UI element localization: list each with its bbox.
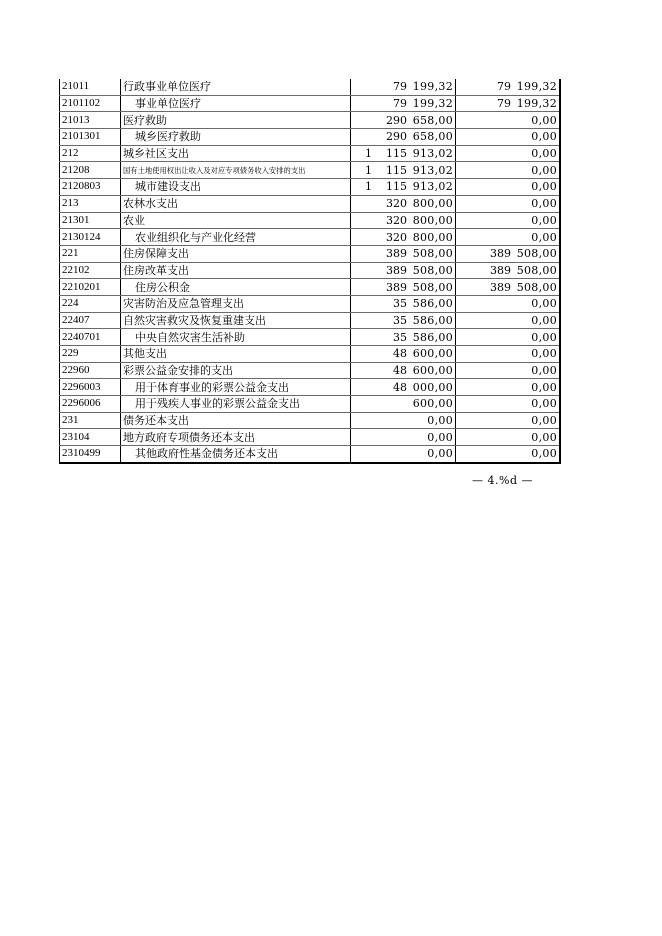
amount-group: 600,00 [412, 397, 453, 411]
row-code: 213 [60, 195, 121, 212]
amount-group: 0,00 [531, 113, 557, 127]
amount-group [483, 413, 511, 428]
amount-group: 79 [393, 97, 407, 111]
row-code: 224 [60, 295, 121, 312]
table-row [60, 429, 561, 446]
row-amount-total [351, 295, 456, 312]
amount-group [469, 313, 483, 328]
amount-group: 199,32 [412, 97, 453, 111]
row-amount-other [456, 295, 561, 312]
row-amount-other [456, 129, 561, 146]
row-amount-total [351, 212, 456, 229]
amount-group: 0,00 [531, 197, 557, 211]
row-code: 22407 [60, 312, 121, 329]
amount-group [469, 296, 483, 311]
row-amount-other [456, 396, 561, 413]
row-amount-total [351, 145, 456, 162]
amount-group [365, 263, 379, 278]
amount-group: 389 [386, 280, 407, 294]
amount-group: 508,00 [516, 263, 557, 277]
amount-group: 0,00 [531, 380, 557, 394]
amount-group: 0,00 [531, 230, 557, 244]
amount-group [483, 213, 511, 228]
amount-group: 600,00 [412, 364, 453, 378]
amount-group: 800,00 [412, 230, 453, 244]
row-name [121, 162, 351, 179]
row-name-text: 农林水支出 [123, 197, 178, 211]
row-name-text: 中央自然灾害生活补助 [135, 330, 245, 344]
amount-group [469, 79, 483, 94]
row-code: 23104 [60, 429, 121, 446]
amount-group: 48 [393, 364, 407, 378]
amount-group [469, 213, 483, 228]
amount-group: 0,00 [531, 163, 557, 177]
row-amount-other [456, 446, 561, 463]
row-code: 2101301 [60, 129, 121, 146]
row-name [121, 212, 351, 229]
amount-group [483, 196, 511, 211]
row-amount-other [456, 162, 561, 179]
amount-group: 0,00 [531, 297, 557, 311]
amount-group [365, 330, 379, 345]
budget-table [59, 79, 561, 464]
amount-group [469, 430, 483, 445]
amount-group: 000,00 [412, 380, 453, 394]
amount-group [483, 363, 511, 378]
row-name-text: 住房保障支出 [123, 247, 189, 261]
row-code: 2310499 [60, 446, 121, 463]
row-name [121, 362, 351, 379]
amount-group [469, 179, 483, 194]
row-amount-total [351, 79, 456, 95]
amount-group [365, 230, 379, 245]
table-row [60, 112, 561, 129]
amount-group [483, 146, 511, 161]
amount-group: 600,00 [412, 347, 453, 361]
amount-group: 586,00 [412, 313, 453, 327]
table-row [60, 279, 561, 296]
row-name [121, 79, 351, 95]
amount-group [365, 79, 379, 94]
amount-group [483, 129, 511, 144]
row-amount-total [351, 229, 456, 246]
row-amount-total [351, 279, 456, 296]
row-name [121, 446, 351, 463]
amount-group [483, 113, 511, 128]
row-amount-total [351, 129, 456, 146]
row-name-text: 用于体育事业的彩票公益金支出 [135, 380, 289, 394]
amount-group: 1 [365, 180, 372, 194]
amount-group [483, 179, 511, 194]
table-row [60, 179, 561, 196]
amount-group [365, 196, 379, 211]
row-code: 21013 [60, 112, 121, 129]
row-name-text: 住房公积金 [135, 280, 190, 294]
amount-group: 199,32 [516, 80, 557, 94]
row-name-text: 农业组织化与产业化经营 [135, 230, 256, 244]
table-row [60, 412, 561, 429]
amount-group: 389 [490, 280, 511, 294]
amount-group: 35 [393, 330, 407, 344]
amount-group: 0,00 [427, 414, 453, 428]
amount-group [379, 430, 407, 445]
amount-group [365, 396, 379, 411]
table-row [60, 262, 561, 279]
amount-group [483, 446, 511, 461]
amount-group: 35 [393, 313, 407, 327]
amount-group: 389 [386, 247, 407, 261]
row-name-text: 医疗救助 [123, 113, 167, 127]
amount-group: 115 [386, 163, 407, 177]
row-amount-other [456, 112, 561, 129]
amount-group [483, 163, 511, 178]
row-name [121, 129, 351, 146]
amount-group [483, 230, 511, 245]
table-row [60, 162, 561, 179]
amount-group: 48 [393, 347, 407, 361]
amount-group [483, 330, 511, 345]
amount-group: 658,00 [412, 113, 453, 127]
amount-group: 290 [386, 113, 407, 127]
amount-group: 913,02 [412, 163, 453, 177]
amount-group: 0,00 [531, 364, 557, 378]
row-name [121, 195, 351, 212]
row-name-text: 事业单位医疗 [135, 97, 201, 111]
row-code: 231 [60, 412, 121, 429]
amount-group: 0,00 [531, 213, 557, 227]
amount-group: 320 [386, 230, 407, 244]
row-amount-other [456, 179, 561, 196]
amount-group: 0,00 [427, 447, 453, 461]
row-code: 21011 [60, 79, 121, 95]
table-row [60, 329, 561, 346]
amount-group [469, 246, 483, 261]
amount-group [365, 380, 379, 395]
row-amount-other [456, 279, 561, 296]
amount-group: 115 [386, 147, 407, 161]
amount-group [365, 363, 379, 378]
amount-group: 389 [386, 263, 407, 277]
amount-group [483, 313, 511, 328]
row-name-text: 城乡社区支出 [123, 147, 189, 161]
row-code: 22102 [60, 262, 121, 279]
row-amount-other [456, 362, 561, 379]
row-name-text: 农业 [123, 213, 145, 227]
amount-group [469, 380, 483, 395]
amount-group [365, 296, 379, 311]
amount-group [469, 113, 483, 128]
amount-group: 79 [393, 80, 407, 94]
amount-group [483, 380, 511, 395]
row-amount-total [351, 312, 456, 329]
row-name-text: 其他政府性基金债务还本支出 [135, 447, 278, 461]
row-code: 2296006 [60, 396, 121, 413]
amount-group [469, 96, 483, 111]
table-row [60, 295, 561, 312]
amount-group: 508,00 [412, 263, 453, 277]
row-code: 2120803 [60, 179, 121, 196]
amount-group: 586,00 [412, 330, 453, 344]
row-name-text: 住房改革支出 [123, 263, 189, 277]
row-amount-other [456, 145, 561, 162]
amount-group: 913,02 [412, 147, 453, 161]
amount-group [469, 230, 483, 245]
row-name [121, 346, 351, 363]
amount-group: 320 [386, 213, 407, 227]
amount-group: 508,00 [516, 280, 557, 294]
row-amount-total [351, 329, 456, 346]
row-name-text: 彩票公益金安排的支出 [123, 364, 233, 378]
row-amount-other [456, 312, 561, 329]
row-amount-other [456, 95, 561, 112]
amount-group: 115 [386, 180, 407, 194]
row-amount-total [351, 346, 456, 363]
row-amount-total [351, 245, 456, 262]
amount-group: 800,00 [412, 197, 453, 211]
row-name-text: 其他支出 [123, 347, 167, 361]
row-name [121, 312, 351, 329]
amount-group: 586,00 [412, 297, 453, 311]
row-amount-other [456, 346, 561, 363]
amount-group [365, 280, 379, 295]
amount-group [469, 146, 483, 161]
row-amount-other [456, 429, 561, 446]
amount-group: 1 [365, 147, 372, 161]
row-name [121, 112, 351, 129]
amount-group [469, 413, 483, 428]
table-body [60, 79, 561, 463]
amount-group [483, 296, 511, 311]
row-code: 2130124 [60, 229, 121, 246]
amount-group: 48 [393, 380, 407, 394]
table-row [60, 129, 561, 146]
table-row [60, 446, 561, 463]
row-amount-total [351, 262, 456, 279]
row-amount-total [351, 179, 456, 196]
amount-group [469, 196, 483, 211]
row-name-text: 自然灾害救灾及恢复重建支出 [123, 313, 266, 327]
row-amount-other [456, 212, 561, 229]
row-amount-total [351, 112, 456, 129]
amount-group: 35 [393, 297, 407, 311]
amount-group: 320 [386, 197, 407, 211]
amount-group [469, 446, 483, 461]
table-row [60, 312, 561, 329]
table-row [60, 212, 561, 229]
row-name [121, 379, 351, 396]
amount-group [483, 396, 511, 411]
row-name-text: 行政事业单位医疗 [123, 80, 211, 94]
amount-group [469, 263, 483, 278]
row-name [121, 95, 351, 112]
row-code: 2296003 [60, 379, 121, 396]
amount-group [365, 413, 379, 428]
row-name [121, 229, 351, 246]
amount-group: 508,00 [412, 280, 453, 294]
amount-group [365, 346, 379, 361]
amount-group [365, 246, 379, 261]
row-amount-other [456, 195, 561, 212]
amount-group: 0,00 [427, 430, 453, 444]
row-code: 2240701 [60, 329, 121, 346]
table-row [60, 346, 561, 363]
amount-group: 800,00 [412, 213, 453, 227]
amount-group [365, 113, 379, 128]
amount-group: 290 [386, 130, 407, 144]
row-name-text: 国有土地使用权出让收入及对应专项债务收入安排的支出 [123, 165, 306, 175]
row-amount-total [351, 412, 456, 429]
amount-group: 0,00 [531, 430, 557, 444]
amount-group: 0,00 [531, 313, 557, 327]
table-row [60, 195, 561, 212]
amount-group: 508,00 [516, 247, 557, 261]
amount-group [365, 96, 379, 111]
amount-group: 658,00 [412, 130, 453, 144]
row-name [121, 329, 351, 346]
table-row [60, 95, 561, 112]
amount-group [469, 129, 483, 144]
row-amount-other [456, 379, 561, 396]
table-row [60, 396, 561, 413]
row-amount-other [456, 329, 561, 346]
row-name [121, 396, 351, 413]
table-row [60, 379, 561, 396]
row-name [121, 262, 351, 279]
amount-group [365, 430, 379, 445]
row-amount-total [351, 362, 456, 379]
table-row [60, 229, 561, 246]
amount-group [469, 346, 483, 361]
row-amount-other [456, 245, 561, 262]
row-amount-total [351, 379, 456, 396]
amount-group: 199,32 [412, 80, 453, 94]
amount-group: 79 [497, 97, 511, 111]
row-amount-other [456, 229, 561, 246]
row-name-text: 用于残疾人事业的彩票公益金支出 [135, 397, 300, 411]
table-row [60, 362, 561, 379]
amount-group: 0,00 [531, 447, 557, 461]
row-code: 22960 [60, 362, 121, 379]
row-amount-total [351, 195, 456, 212]
row-name [121, 412, 351, 429]
amount-group: 0,00 [531, 347, 557, 361]
amount-group: 389 [490, 247, 511, 261]
row-name [121, 295, 351, 312]
row-name-text: 城市建设支出 [135, 180, 201, 194]
amount-group: 1 [365, 163, 372, 177]
row-code: 229 [60, 346, 121, 363]
amount-group: 508,00 [412, 247, 453, 261]
row-name [121, 145, 351, 162]
table-row [60, 245, 561, 262]
row-name-text: 地方政府专项债务还本支出 [123, 430, 255, 444]
row-name [121, 179, 351, 196]
amount-group [379, 396, 407, 411]
page-number: — 4.%d — [472, 474, 533, 487]
amount-group [379, 413, 407, 428]
row-name [121, 429, 351, 446]
row-code: 21208 [60, 162, 121, 179]
row-amount-other [456, 262, 561, 279]
amount-group [469, 396, 483, 411]
row-name [121, 279, 351, 296]
amount-group: 79 [497, 80, 511, 94]
amount-group [365, 129, 379, 144]
row-amount-total [351, 429, 456, 446]
amount-group [469, 363, 483, 378]
amount-group: 0,00 [531, 397, 557, 411]
row-amount-total [351, 95, 456, 112]
row-code: 21301 [60, 212, 121, 229]
row-name-text: 债务还本支出 [123, 414, 189, 428]
amount-group: 0,00 [531, 414, 557, 428]
row-code: 2101102 [60, 95, 121, 112]
amount-group [379, 446, 407, 461]
row-amount-other [456, 79, 561, 95]
row-amount-total [351, 396, 456, 413]
row-code: 221 [60, 245, 121, 262]
amount-group [365, 313, 379, 328]
row-code: 2210201 [60, 279, 121, 296]
amount-group [483, 346, 511, 361]
row-code: 212 [60, 145, 121, 162]
row-amount-total [351, 162, 456, 179]
row-name [121, 245, 351, 262]
table-row [60, 145, 561, 162]
amount-group: 0,00 [531, 330, 557, 344]
amount-group [469, 330, 483, 345]
amount-group [365, 446, 379, 461]
amount-group: 389 [490, 263, 511, 277]
amount-group: 913,02 [412, 180, 453, 194]
amount-group: 0,00 [531, 180, 557, 194]
row-name-text: 城乡医疗救助 [135, 130, 201, 144]
amount-group [365, 213, 379, 228]
row-amount-total [351, 446, 456, 463]
table-row [60, 79, 561, 95]
amount-group [469, 163, 483, 178]
amount-group [483, 430, 511, 445]
row-name-text: 灾害防治及应急管理支出 [123, 297, 244, 311]
amount-group: 0,00 [531, 130, 557, 144]
amount-group [469, 280, 483, 295]
amount-group: 0,00 [531, 147, 557, 161]
amount-group: 199,32 [516, 97, 557, 111]
row-amount-other [456, 412, 561, 429]
